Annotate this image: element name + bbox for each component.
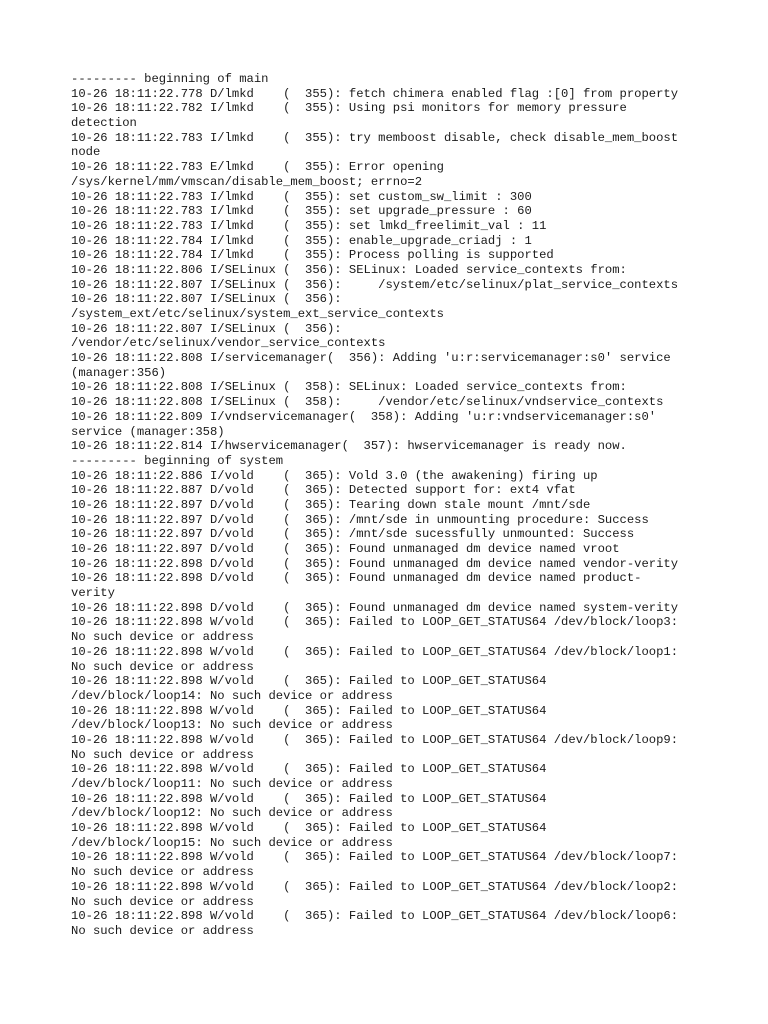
log-line: /system_ext/etc/selinux/system_ext_service_contexts: [71, 307, 444, 321]
log-line: 10-26 18:11:22.898 W/vold ( 365): Failed to LOOP_GET_STATUS64: [71, 821, 547, 836]
log-line: 10-26 18:11:22.898 W/vold ( 365): Failed to LOOP_GET_STATUS64 /dev/block/loop7:: [71, 850, 679, 865]
log-line: 10-26 18:11:22.898 D/vold ( 365): Found unmanaged dm device named product-: [71, 571, 642, 586]
log-line: --------- beginning of system: [71, 453, 284, 468]
log-line: node: [71, 145, 101, 160]
log-line: 10-26 18:11:22.808 I/servicemanager( 356): Adding 'u:r:servicemanager:s0' service: [71, 351, 671, 366]
log-line: /dev/block/loop15: No such device or address: [71, 835, 393, 850]
log-line: No such device or address: [71, 894, 254, 909]
log-line: 10-26 18:11:22.783 E/lmkd ( 355): Error opening: [71, 160, 444, 175]
log-line: 10-26 18:11:22.806 I/SELinux ( 356): SELinux: Loaded service_contexts from:: [71, 262, 627, 277]
log-line: No such device or address: [71, 747, 254, 762]
log-line: (manager:356): [71, 365, 167, 380]
log-line: No such device or address: [71, 865, 254, 880]
log-line: service (manager:358): [71, 424, 225, 439]
log-output: [71, 72, 711, 939]
log-line: No such device or address: [71, 630, 254, 645]
log-line: No such device or address: [71, 659, 254, 674]
log-line: No such device or address: [71, 923, 254, 938]
log-line: 10-26 18:11:22.814 I/hwservicemanager( 357): hwservicemanager is ready now.: [71, 439, 627, 454]
log-line: /vendor/etc/selinux/vendor_service_contexts: [71, 336, 386, 351]
log-line: 10-26 18:11:22.809 I/vndservicemanager( 358): Adding 'u:r:vndservicemanager:s0': [71, 409, 657, 424]
log-line: 10-26 18:11:22.897 D/vold ( 365): Found unmanaged dm device named vroot: [71, 542, 620, 556]
log-line: /sys/kernel/mm/vmscan/disable_mem_boost; errno=2: [71, 174, 423, 189]
log-line: 10-26 18:11:22.784 I/lmkd ( 355): enable_upgrade_criadj : 1: [71, 233, 532, 248]
log-line: 10-26 18:11:22.898 D/vold ( 365): Found unmanaged dm device named vendor-verity: [71, 556, 679, 571]
log-line: 10-26 18:11:22.784 I/lmkd ( 355): Process polling is supported: [71, 248, 554, 263]
log-line: verity: [71, 586, 115, 601]
log-line: 10-26 18:11:22.783 I/lmkd ( 355): set upgrade_pressure : 60: [71, 204, 532, 219]
log-line: 10-26 18:11:22.897 D/vold ( 365): /mnt/sde sucessfully unmounted: Success: [71, 527, 635, 542]
log-line: 10-26 18:11:22.897 D/vold ( 365): /mnt/sde in unmounting procedure: Success: [71, 512, 649, 527]
log-line: 10-26 18:11:22.898 W/vold ( 365): Failed to LOOP_GET_STATUS64: [71, 674, 547, 689]
log-line: 10-26 18:11:22.783 I/lmkd ( 355): set lmkd_freelimit_val : 11: [71, 218, 547, 233]
log-line: /dev/block/loop13: No such device or address: [71, 718, 393, 733]
log-line: 10-26 18:11:22.898 W/vold ( 365): Failed to LOOP_GET_STATUS64 /dev/block/loop9:: [71, 732, 679, 747]
log-line: 10-26 18:11:22.897 D/vold ( 365): Tearing down stale mount /mnt/sde: [71, 497, 591, 512]
log-line: 10-26 18:11:22.898 W/vold ( 365): Failed to LOOP_GET_STATUS64: [71, 791, 547, 806]
log-line: 10-26 18:11:22.808 I/SELinux ( 358): /vendor/etc/selinux/vndservice_contexts: [71, 395, 664, 410]
log-line: 10-26 18:11:22.782 I/lmkd ( 355): Using psi monitors for memory pressure: [71, 101, 627, 116]
log-line: 10-26 18:11:22.783 I/lmkd ( 355): set custom_sw_limit : 300: [71, 189, 532, 204]
log-line: /dev/block/loop14: No such device or address: [71, 688, 393, 703]
log-line: 10-26 18:11:22.898 W/vold ( 365): Failed to LOOP_GET_STATUS64 /dev/block/loop3:: [71, 615, 679, 630]
log-line: --------- beginning of main: [71, 72, 269, 86]
log-line: 10-26 18:11:22.807 I/SELinux ( 356):: [71, 321, 342, 336]
log-line: /dev/block/loop11: No such device or address: [71, 777, 393, 791]
log-line: 10-26 18:11:22.778 D/lmkd ( 355): fetch chimera enabled flag :[0] from property: [71, 86, 679, 101]
log-line: 10-26 18:11:22.783 I/lmkd ( 355): try memboost disable, check disable_mem_boost: [71, 130, 679, 145]
log-line: 10-26 18:11:22.886 I/vold ( 365): Vold 3.0 (the awakening) firing up: [71, 468, 598, 483]
log-line: 10-26 18:11:22.898 W/vold ( 365): Failed to LOOP_GET_STATUS64 /dev/block/loop1:: [71, 644, 679, 659]
log-line: 10-26 18:11:22.898 W/vold ( 365): Failed to LOOP_GET_STATUS64: [71, 762, 547, 777]
log-page: [71, 72, 711, 939]
log-line: detection: [71, 116, 137, 131]
log-line: 10-26 18:11:22.807 I/SELinux ( 356): /system/etc/selinux/plat_service_contexts: [71, 277, 679, 292]
log-line: 10-26 18:11:22.898 W/vold ( 365): Failed to LOOP_GET_STATUS64 /dev/block/loop2:: [71, 879, 679, 894]
log-line: 10-26 18:11:22.898 W/vold ( 365): Failed to LOOP_GET_STATUS64 /dev/block/loop6:: [71, 909, 679, 924]
log-line: 10-26 18:11:22.898 W/vold ( 365): Failed to LOOP_GET_STATUS64: [71, 703, 547, 718]
log-line: 10-26 18:11:22.898 D/vold ( 365): Found unmanaged dm device named system-verity: [71, 600, 679, 615]
log-line: /dev/block/loop12: No such device or address: [71, 806, 393, 821]
log-line: 10-26 18:11:22.887 D/vold ( 365): Detected support for: ext4 vfat: [71, 483, 576, 498]
log-line: 10-26 18:11:22.807 I/SELinux ( 356):: [71, 292, 342, 307]
log-line: 10-26 18:11:22.808 I/SELinux ( 358): SELinux: Loaded service_contexts from:: [71, 380, 627, 395]
